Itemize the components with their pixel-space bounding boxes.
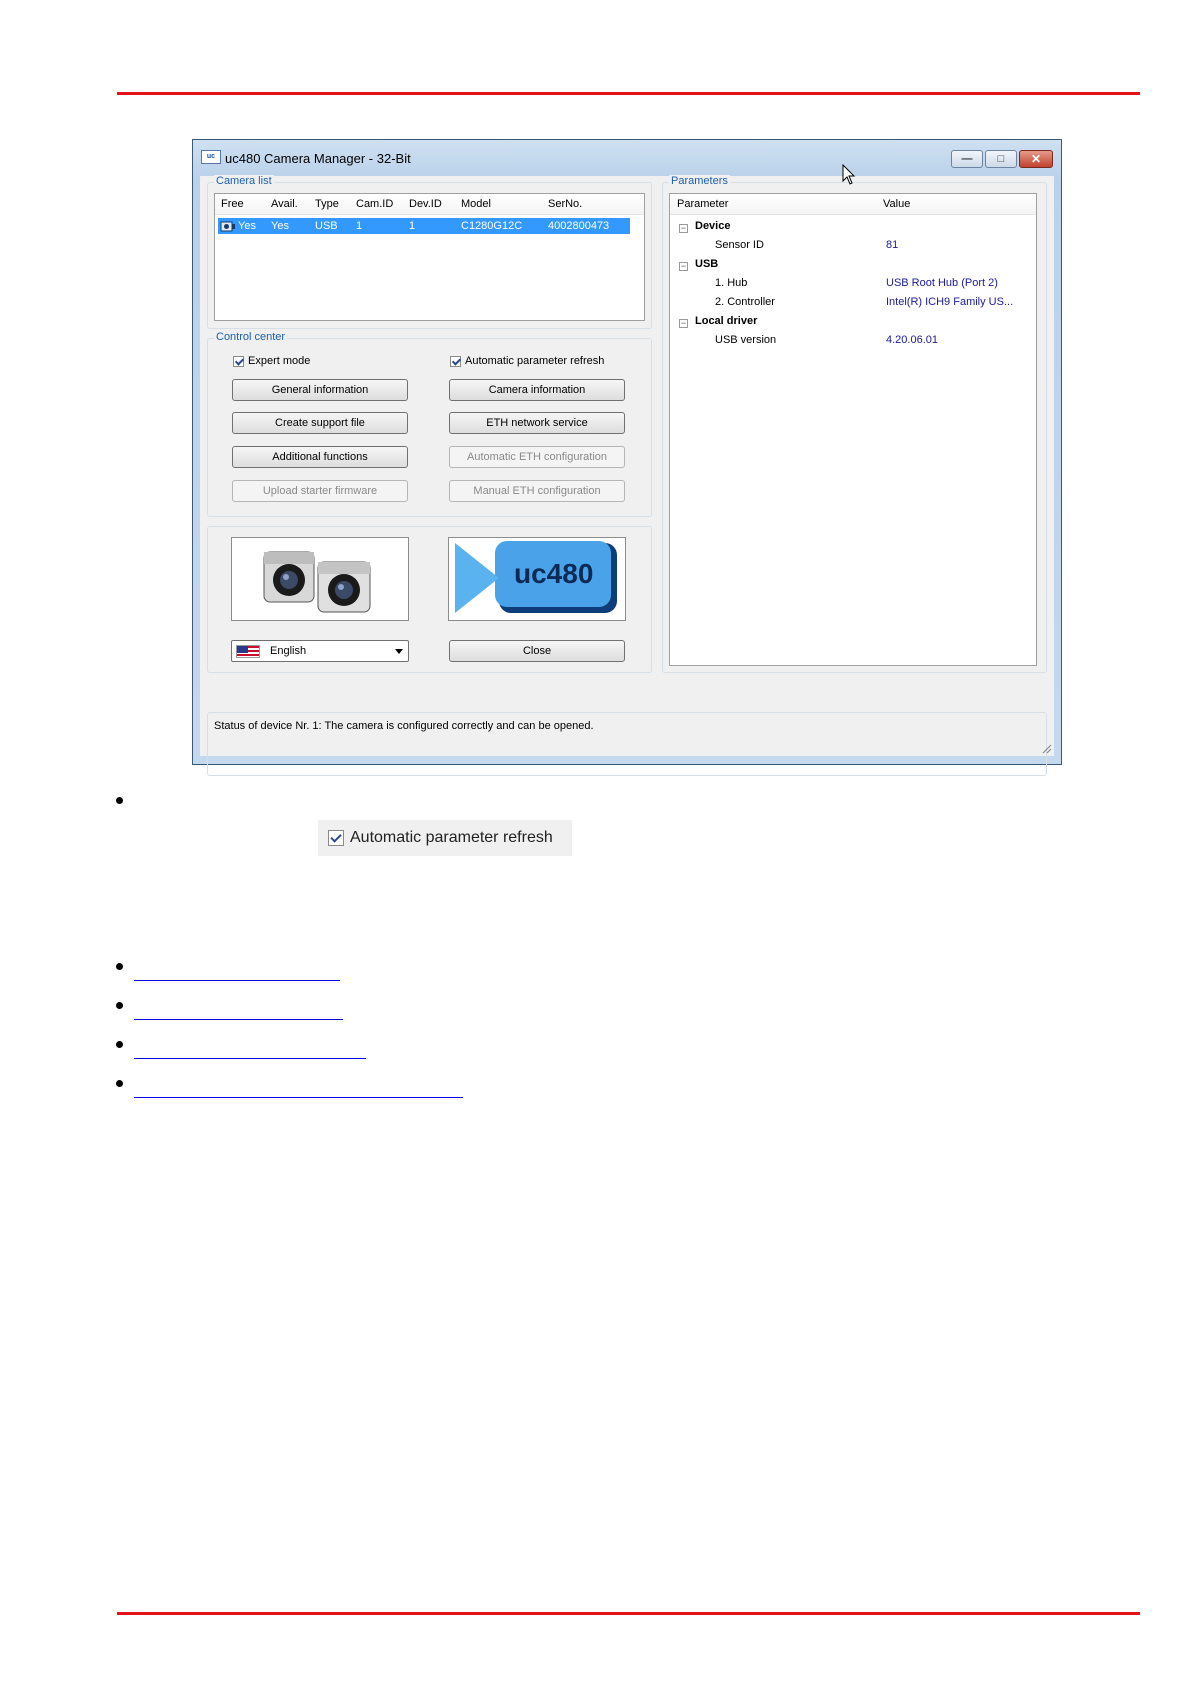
usb-camera-icon bbox=[220, 219, 236, 233]
parameters-group bbox=[662, 175, 1047, 673]
col-cam-id[interactable]: Cam.ID bbox=[356, 198, 394, 210]
cell-model: C1280G12C bbox=[461, 220, 523, 232]
uc480-logo bbox=[448, 537, 626, 621]
expert-mode-label: Expert mode bbox=[248, 355, 311, 367]
manual-eth-configuration-button: Manual ETH configuration bbox=[449, 480, 625, 502]
camera-image bbox=[231, 537, 409, 621]
cameras-icon bbox=[232, 538, 408, 620]
expert-mode-checkbox[interactable] bbox=[233, 355, 310, 367]
node-local-driver[interactable]: Local driver bbox=[695, 315, 758, 327]
value-controller: Intel(R) ICH9 Family US... bbox=[886, 296, 1014, 308]
col-type[interactable]: Type bbox=[315, 198, 339, 210]
cell-type: USB bbox=[315, 220, 338, 232]
col-value[interactable]: Value bbox=[883, 198, 911, 210]
camera-information-button[interactable]: Camera information bbox=[449, 379, 625, 401]
additional-functions-button[interactable]: Additional functions bbox=[232, 446, 408, 468]
link-underline-1[interactable] bbox=[134, 980, 340, 981]
checkbox-checked-icon bbox=[450, 356, 461, 367]
cell-serno: 4002800473 bbox=[548, 220, 610, 232]
bullet bbox=[116, 963, 123, 970]
bullet bbox=[116, 1002, 123, 1009]
minimize-icon: — bbox=[961, 153, 973, 165]
eth-network-service-button[interactable]: ETH network service bbox=[449, 412, 625, 434]
node-usb-version: USB version bbox=[715, 334, 777, 346]
bullet bbox=[116, 797, 123, 804]
camera-manager-window bbox=[192, 139, 1062, 765]
header-rule bbox=[117, 92, 1140, 95]
col-free[interactable]: Free bbox=[221, 198, 244, 210]
collapse-device-icon[interactable]: − bbox=[680, 223, 687, 233]
app-camera-icon: uc bbox=[201, 150, 221, 164]
language-select[interactable] bbox=[231, 640, 409, 662]
parameter-tree[interactable] bbox=[669, 193, 1037, 666]
cell-free: Yes bbox=[238, 220, 256, 232]
bullet bbox=[116, 1041, 123, 1048]
col-dev-id[interactable]: Dev.ID bbox=[409, 198, 442, 210]
value-usb-version: 4.20.06.01 bbox=[886, 334, 938, 346]
node-device[interactable]: Device bbox=[695, 220, 731, 232]
footer-rule bbox=[117, 1612, 1140, 1615]
checkbox-checked-icon bbox=[233, 356, 244, 367]
upload-starter-firmware-button: Upload starter firmware bbox=[232, 480, 408, 502]
col-serno[interactable]: SerNo. bbox=[548, 198, 583, 210]
col-parameter[interactable]: Parameter bbox=[677, 198, 729, 210]
close-icon: ✕ bbox=[1030, 152, 1042, 166]
window-client bbox=[200, 176, 1054, 756]
status-bar bbox=[207, 712, 1047, 776]
value-hub: USB Root Hub (Port 2) bbox=[886, 277, 998, 289]
cell-avail: Yes bbox=[271, 220, 289, 232]
value-sensor-id: 81 bbox=[886, 239, 899, 251]
maximize-button[interactable] bbox=[985, 150, 1017, 168]
collapse-usb-icon[interactable]: − bbox=[680, 261, 687, 271]
control-center-label: Control center bbox=[216, 331, 286, 343]
snippet-label: Automatic parameter refresh bbox=[350, 829, 553, 846]
auto-refresh-checkbox[interactable] bbox=[450, 355, 604, 367]
checkbox-checked-icon bbox=[328, 830, 344, 846]
bottom-group bbox=[207, 526, 652, 673]
control-center-group bbox=[207, 331, 652, 517]
title-bar[interactable] bbox=[193, 140, 1061, 170]
parameters-label: Parameters bbox=[671, 175, 728, 187]
logo-text: uc480 bbox=[514, 558, 594, 589]
camera-list-header bbox=[215, 194, 644, 215]
close-button[interactable]: Close bbox=[449, 640, 625, 662]
node-hub: 1. Hub bbox=[715, 277, 748, 289]
link-underline-3[interactable] bbox=[134, 1058, 366, 1059]
link-underline-4[interactable] bbox=[134, 1097, 463, 1098]
col-model[interactable]: Model bbox=[461, 198, 491, 210]
general-information-button[interactable]: General information bbox=[232, 379, 408, 401]
window-title: uc480 Camera Manager - 32-Bit bbox=[225, 151, 411, 166]
col-avail[interactable]: Avail. bbox=[271, 198, 298, 210]
automatic-eth-configuration-button: Automatic ETH configuration bbox=[449, 446, 625, 468]
node-usb[interactable]: USB bbox=[695, 258, 719, 270]
collapse-local-driver-icon[interactable]: − bbox=[680, 318, 687, 328]
table-row[interactable] bbox=[218, 218, 630, 234]
parameter-tree-header bbox=[670, 194, 1036, 215]
language-value: English bbox=[270, 645, 307, 657]
maximize-icon: □ bbox=[997, 153, 1005, 165]
link-underline-2[interactable] bbox=[134, 1019, 343, 1020]
node-sensor-id: Sensor ID bbox=[715, 239, 764, 251]
create-support-file-button[interactable]: Create support file bbox=[232, 412, 408, 434]
status-text: Status of device Nr. 1: The camera is configured correctly and can be opened. bbox=[214, 720, 594, 732]
node-controller: 2. Controller bbox=[715, 296, 775, 308]
auto-refresh-snippet bbox=[318, 820, 572, 856]
camera-list-group bbox=[207, 175, 652, 329]
minimize-button[interactable] bbox=[951, 150, 983, 168]
auto-refresh-label: Automatic parameter refresh bbox=[465, 355, 605, 367]
cell-dev-id: 1 bbox=[409, 220, 416, 232]
dropdown-arrow-icon bbox=[395, 649, 403, 654]
cell-cam-id: 1 bbox=[356, 220, 363, 232]
close-window-button[interactable] bbox=[1019, 150, 1053, 168]
us-flag-icon bbox=[236, 645, 260, 658]
resize-grip-icon[interactable] bbox=[1040, 742, 1052, 754]
camera-list[interactable] bbox=[214, 193, 645, 321]
bullet bbox=[116, 1080, 123, 1087]
camera-list-label: Camera list bbox=[216, 175, 272, 187]
mouse-cursor-icon bbox=[842, 164, 856, 186]
